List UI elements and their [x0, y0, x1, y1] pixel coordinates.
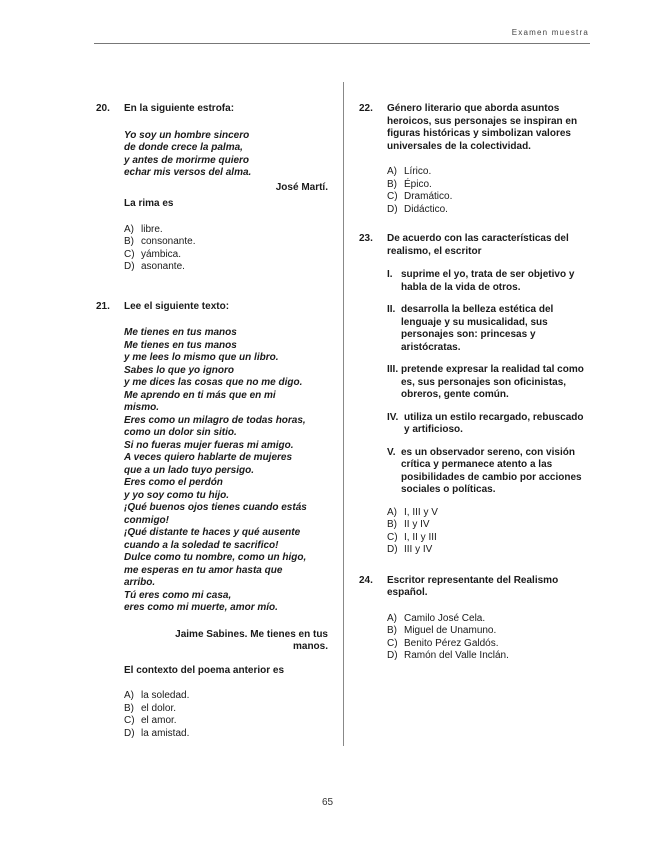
question-22 [359, 103, 591, 216]
option-c[interactable] [124, 249, 328, 262]
option-text: Épico. [404, 178, 432, 190]
header-title: Examen muestra [511, 28, 589, 37]
option-text: asonante. [141, 261, 185, 272]
answer-options [387, 613, 591, 663]
verse-line: arribo. [124, 577, 156, 588]
option-text: I, II y III [404, 531, 437, 543]
question-number: 22. [359, 103, 373, 114]
verse-line: A veces quiero hablarte de mujeres [124, 452, 293, 463]
option-d[interactable] [387, 544, 591, 557]
left-column [96, 103, 328, 740]
option-letter: A) [124, 690, 134, 701]
option-letter: C) [387, 531, 398, 543]
verse-line: Si no fueras mujer fueras mi amigo. [124, 439, 294, 451]
column-divider [343, 82, 344, 746]
option-text: el amor. [141, 715, 177, 726]
question-number: 23. [359, 233, 373, 244]
question-stem: Escritor representante del Realismo español. [387, 574, 559, 598]
answer-options [387, 507, 591, 557]
question-number: 20. [96, 103, 110, 114]
verse-line: Eres como el perdón [124, 477, 223, 488]
option-b[interactable] [387, 519, 591, 532]
option-c[interactable] [124, 715, 328, 728]
option-letter: A) [124, 223, 134, 235]
option-text: Dramático. [404, 191, 453, 202]
option-text: consonante. [141, 236, 196, 247]
statement-item [387, 304, 591, 354]
question-stem: Género literario que aborda asuntos heroicos, sus personajes se inspiran en figuras históricas y simbolizan valores universales de la colectividad. [387, 103, 578, 152]
verse-line: Me aprendo en ti más que en mi [124, 389, 276, 401]
statement-text: suprime el yo, trata de ser objetivo y habla de la vida de otros. [401, 269, 575, 293]
option-text: Didáctico. [404, 203, 448, 215]
verse-line: de donde crece la palma, [124, 142, 243, 153]
verse-line: Sabes lo que yo ignoro [124, 364, 235, 376]
option-text: Miguel de Unamuno. [404, 625, 497, 636]
option-text: yámbica. [141, 248, 182, 260]
answer-options [387, 166, 591, 216]
statement-number: I. [387, 269, 393, 280]
option-letter: A) [387, 612, 397, 624]
option-text: II y IV [404, 519, 430, 530]
verse-line: Tú eres como mi casa, [124, 589, 232, 601]
statement-number: V. [387, 446, 396, 458]
verse-line: conmigo! [124, 514, 169, 526]
poem-attribution: Jaime Sabines. Me tienes en tus manos. [175, 628, 328, 652]
option-text: libre. [141, 223, 163, 235]
verse-line: que a un lado tuyo persigo. [124, 464, 255, 476]
option-letter: D) [124, 261, 135, 272]
statement-item [387, 447, 591, 497]
verse-line: Yo soy un hombre sincero [124, 129, 250, 141]
statement-text: es un observador sereno, con visión crítica y permanece atento a las posibilidades de cambio por acciones sociales o políticas. [401, 446, 582, 495]
option-letter: C) [124, 248, 135, 260]
option-letter: C) [387, 191, 398, 202]
option-a[interactable] [124, 690, 328, 703]
statement-text: pretende expresar la realidad tal como es, sus personajes son oficinistas, obreros, gente común. [401, 364, 584, 400]
option-letter: D) [387, 203, 398, 215]
option-c[interactable] [387, 532, 591, 545]
statement-list [387, 269, 591, 497]
option-b[interactable] [124, 236, 328, 249]
question-stem: De acuerdo con las características del realismo, el escritor [387, 233, 569, 257]
question-20 [96, 103, 328, 274]
header-rule [94, 43, 590, 44]
option-letter: B) [124, 702, 134, 714]
option-b[interactable] [387, 625, 591, 638]
verse-line: Me tienes en tus manos [124, 339, 237, 351]
right-column [359, 103, 591, 663]
poem-attribution: José Martí. [275, 181, 328, 193]
option-text: Benito Pérez Galdós. [404, 637, 499, 649]
question-number: 24. [359, 574, 373, 586]
verse-line: me esperas en tu amor hasta que [124, 564, 283, 576]
option-letter: B) [387, 178, 397, 190]
option-text: la soledad. [141, 690, 190, 701]
option-letter: D) [124, 727, 135, 739]
verse-line: mismo. [124, 402, 160, 413]
verse-line: Me tienes en tus manos [124, 327, 237, 338]
option-text: III y IV [404, 544, 433, 555]
option-text: I, III y V [404, 506, 438, 518]
option-a[interactable] [387, 507, 591, 520]
verse-line: y me lees lo mismo que un libro. [124, 352, 279, 363]
verse-line: ¡Qué distante te haces y qué ausente [124, 527, 301, 538]
option-d[interactable] [387, 650, 591, 663]
option-text: el dolor. [141, 702, 177, 714]
page-number: 65 [321, 797, 334, 808]
question-24 [359, 575, 591, 663]
statement-number: III. [387, 364, 399, 375]
option-b[interactable] [387, 179, 591, 192]
option-text: la amistad. [141, 727, 190, 739]
statement-item [387, 364, 591, 402]
option-letter: A) [387, 506, 397, 518]
question-21 [96, 301, 328, 741]
question-number: 21. [96, 300, 110, 312]
statement-number: II. [387, 304, 396, 315]
option-letter: B) [387, 519, 397, 530]
option-letter: B) [124, 236, 134, 247]
option-a[interactable] [124, 224, 328, 237]
option-b[interactable] [124, 703, 328, 716]
verse-line: como un dolor sin sitio. [124, 427, 237, 438]
option-letter: C) [124, 715, 135, 726]
verse-line: Dulce como tu nombre, como un higo, [124, 552, 307, 563]
question-stem: En la siguiente estrofa: [124, 103, 235, 114]
question-23 [359, 233, 591, 557]
verse-line: eres como mi muerte, amor mío. [124, 602, 278, 613]
option-letter: A) [387, 166, 397, 177]
statement-text: utiliza un estilo recargado, rebuscado y artificioso. [404, 411, 584, 435]
option-d[interactable] [124, 261, 328, 274]
statement-item [387, 269, 591, 294]
option-letter: C) [387, 637, 398, 649]
statement-item [387, 412, 591, 437]
verse-line: y antes de morirme quiero [124, 154, 250, 166]
question-prompt: El contexto del poema anterior es [124, 664, 285, 676]
question-prompt: La rima es [124, 198, 174, 209]
verse-line: y yo soy como tu hijo. [124, 489, 230, 501]
option-d[interactable] [124, 728, 328, 741]
statement-number: IV. [387, 411, 399, 423]
verse-line: Eres como un milagro de todas horas, [124, 414, 306, 426]
poem-verse [124, 130, 328, 180]
option-text: Lírico. [404, 166, 432, 177]
answer-options [124, 690, 328, 740]
poem-verse [124, 327, 328, 615]
option-c[interactable] [387, 638, 591, 651]
option-text: Ramón del Valle Inclán. [404, 650, 509, 661]
answer-options [124, 224, 328, 274]
verse-line: echar mis versos del alma. [124, 167, 252, 178]
option-c[interactable] [387, 191, 591, 204]
option-letter: D) [387, 544, 398, 555]
verse-line: y me dices las cosas que no me digo. [124, 377, 303, 388]
option-text: Camilo José Cela. [404, 612, 486, 624]
option-d[interactable] [387, 204, 591, 217]
question-stem: Lee el siguiente texto: [124, 300, 230, 312]
option-a[interactable] [387, 166, 591, 179]
verse-line: cuando a la soledad te sacrifico! [124, 539, 279, 551]
statement-text: desarrolla la belleza estética del lenguaje y su musicalidad, sus personajes son: princesas y aristócratas. [401, 304, 554, 353]
option-letter: B) [387, 625, 397, 636]
verse-line: ¡Qué buenos ojos tienes cuando estás [124, 502, 307, 513]
option-letter: D) [387, 650, 398, 661]
option-a[interactable] [387, 613, 591, 626]
